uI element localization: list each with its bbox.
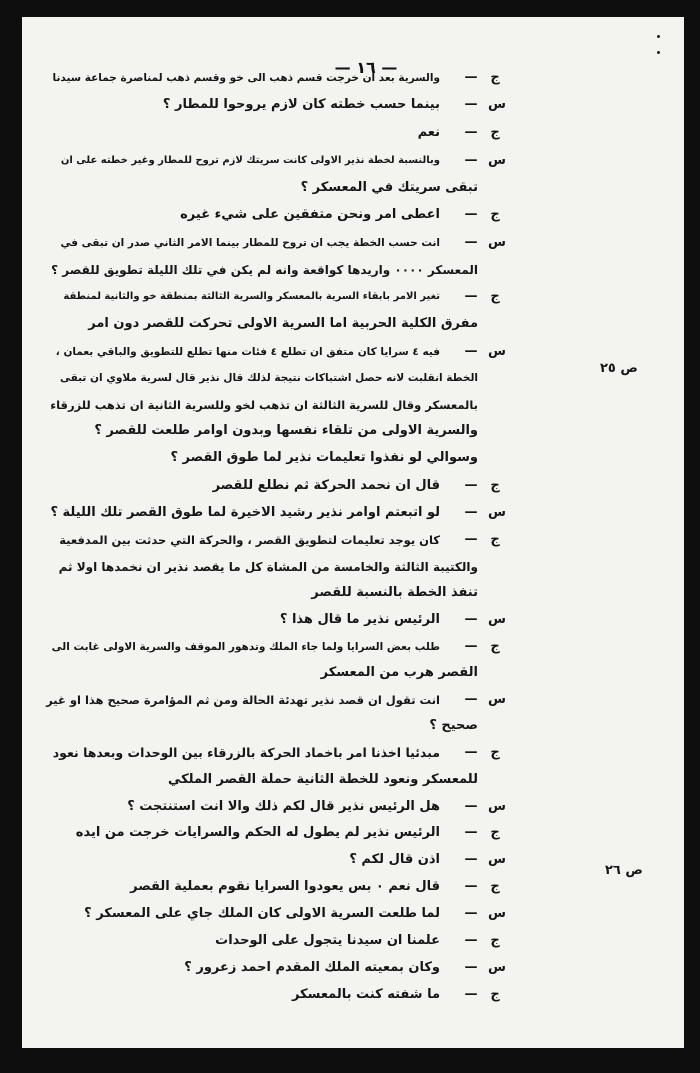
line-dash: —	[464, 906, 478, 921]
speaker-marker: س	[488, 235, 506, 250]
margin-reference: ص ٢٦	[605, 863, 643, 878]
transcript-line: القصر هرب من المعسكر	[320, 665, 478, 680]
speaker-marker: س	[488, 906, 506, 921]
speaker-marker: س	[488, 852, 506, 867]
transcript-line: صحيح ؟	[429, 718, 478, 733]
punch-dot	[657, 51, 660, 54]
line-dash: —	[464, 987, 478, 1002]
transcript-line: فيه ٤ سرايا كان متفق ان تطلع ٤ فئات منها تطلع للتطويق والباقي بعمان ،	[55, 346, 440, 358]
transcript-line: بينما حسب خطته كان لازم يروحوا للمطار ؟	[162, 97, 440, 112]
speaker-marker: ج	[490, 879, 500, 894]
line-dash: —	[464, 97, 478, 112]
line-dash: —	[464, 799, 478, 814]
transcript-line: تنفذ الخطة بالنسبة للقصر	[311, 585, 478, 600]
speaker-marker: س	[488, 153, 506, 168]
transcript-line: نعم	[417, 125, 440, 140]
line-dash: —	[464, 612, 478, 627]
transcript-line: علمنا ان سيدنا يتجول على الوحدات	[215, 933, 440, 948]
line-dash: —	[464, 692, 478, 707]
line-dash: —	[464, 344, 478, 359]
transcript-line: انت تقول ان قصد نذير تهدئة الحالة ومن ثم المؤامرة صحيح هذا او غير	[46, 693, 440, 707]
speaker-marker: ج	[490, 70, 500, 85]
transcript-line: الرئيس نذير لم يطول له الحكم والسرايات خرجت من ايده	[75, 825, 440, 840]
speaker-marker: ج	[490, 125, 500, 140]
speaker-marker: س	[488, 344, 506, 359]
line-dash: —	[464, 478, 478, 493]
speaker-marker: ج	[490, 987, 500, 1002]
transcript-line: كان يوجد تعليمات لتطويق القصر ، والحركة التي حدثت بين المدفعية	[59, 533, 440, 547]
speaker-marker: ج	[490, 825, 500, 840]
transcript-line: قال نعم ٠ بس يعودوا السرايا نقوم بعملية القصر	[130, 879, 440, 894]
line-dash: —	[464, 852, 478, 867]
speaker-marker: س	[488, 97, 506, 112]
transcript-line: للمعسكر ونعود للخطة الثانية حملة القصر الملكي	[167, 772, 478, 787]
line-dash: —	[464, 879, 478, 894]
transcript-line: هل الرئيس نذير قال لكم ذلك والا انت استنتجت ؟	[127, 799, 440, 814]
transcript-line: والسرية الاولى من تلقاء نفسها وبدون اوامر طلعت للقصر ؟	[94, 423, 478, 438]
speaker-marker: ج	[490, 933, 500, 948]
speaker-marker: س	[488, 960, 506, 975]
speaker-marker: س	[488, 692, 506, 707]
page-number: — ١٦ —	[334, 58, 398, 77]
transcript-line: اذن قال لكم ؟	[349, 852, 440, 867]
speaker-marker: ج	[490, 532, 500, 547]
line-dash: —	[464, 933, 478, 948]
speaker-marker: ج	[490, 478, 500, 493]
speaker-marker: ج	[490, 745, 500, 760]
line-dash: —	[464, 745, 478, 760]
transcript-line: والسرية بعد ان خرجت قسم ذهب الى خو وقسم ذهب لمناصرة جماعة سيدنا	[52, 72, 440, 84]
transcript-line: وكان بمعيته الملك المقدم احمد زعرور ؟	[184, 960, 440, 975]
transcript-line: بالمعسكر وقال للسرية الثالثة ان تذهب لخو وللسرية الثانية ان تذهب للزرقاء	[50, 398, 478, 412]
line-dash: —	[464, 532, 478, 547]
transcript-line: اعطى امر ونحن متفقين على شيء غيره	[180, 207, 440, 222]
transcript-line: وسوالي لو نفذوا تعليمات نذير لما طوق القصر ؟	[170, 450, 478, 465]
margin-reference: ص ٢٥	[600, 361, 638, 376]
punch-dot	[657, 35, 660, 38]
transcript-line: ما شفته كنت بالمعسكر	[291, 987, 440, 1002]
speaker-marker: ج	[490, 207, 500, 222]
transcript-line: لما طلعت السرية الاولى كان الملك جاي على المعسكر ؟	[84, 906, 440, 921]
speaker-marker: ج	[490, 289, 500, 304]
transcript-line: الرئيس نذير ما قال هذا ؟	[279, 612, 440, 627]
line-dash: —	[464, 960, 478, 975]
line-dash: —	[464, 235, 478, 250]
line-dash: —	[464, 207, 478, 222]
transcript-line: قال ان نحمد الحركة ثم نطلع للقصر	[212, 478, 440, 493]
transcript-line: مبدئيا اخذنا امر باخماد الحركة بالزرقاء بين الوحدات وبعدها نعود	[52, 745, 440, 760]
transcript-line: تبقى سريتك في المعسكر ؟	[300, 180, 478, 195]
line-dash: —	[464, 825, 478, 840]
speaker-marker: ج	[490, 639, 500, 654]
transcript-line: لو اتبعتم اوامر نذير رشيد الاخيرة لما طوق القصر تلك الليلة ؟	[50, 505, 440, 520]
speaker-marker: س	[488, 799, 506, 814]
transcript-line: الخطة انقلبت لانه حصل اشتباكات نتيجة لذلك قال نذير قال لسرية ملاوي ان تبقى	[59, 372, 478, 384]
line-dash: —	[464, 153, 478, 168]
transcript-line: انت حسب الخطة يجب ان تروح للمطار بينما الامر الثاني صدر ان تبقى في	[60, 237, 440, 249]
transcript-line: والكتيبة الثالثة والخامسة من المشاة كل ما يقصد نذير ان نخمدها اولا ثم	[58, 560, 478, 574]
line-dash: —	[464, 639, 478, 654]
line-dash: —	[464, 505, 478, 520]
transcript-line: وبالنسبة لخطة نذير الاولى كانت سريتك لازم تروح للمطار وغير خطته على ان	[60, 155, 440, 166]
transcript-line: طلب بعض السرايا ولما جاء الملك وتدهور الموقف والسرية الاولى غابت الى	[51, 641, 440, 653]
transcript-line: المعسكر ٠٠٠٠ واريدها كواقعة وانه لم يكن في تلك الليلة تطويق للقصر ؟	[51, 263, 478, 277]
line-dash: —	[464, 125, 478, 140]
line-dash: —	[464, 289, 478, 304]
speaker-marker: س	[488, 612, 506, 627]
line-dash: —	[464, 70, 478, 85]
document-page	[22, 17, 684, 1048]
transcript-line: مفرق الكلية الحربية اما السرية الاولى تحركت للقصر دون امر	[88, 316, 478, 331]
transcript-line: تغير الامر بابقاء السرية بالمعسكر والسرية الثالثة بمنطقة خو والثانية لمنطقة	[63, 291, 440, 302]
speaker-marker: س	[488, 505, 506, 520]
